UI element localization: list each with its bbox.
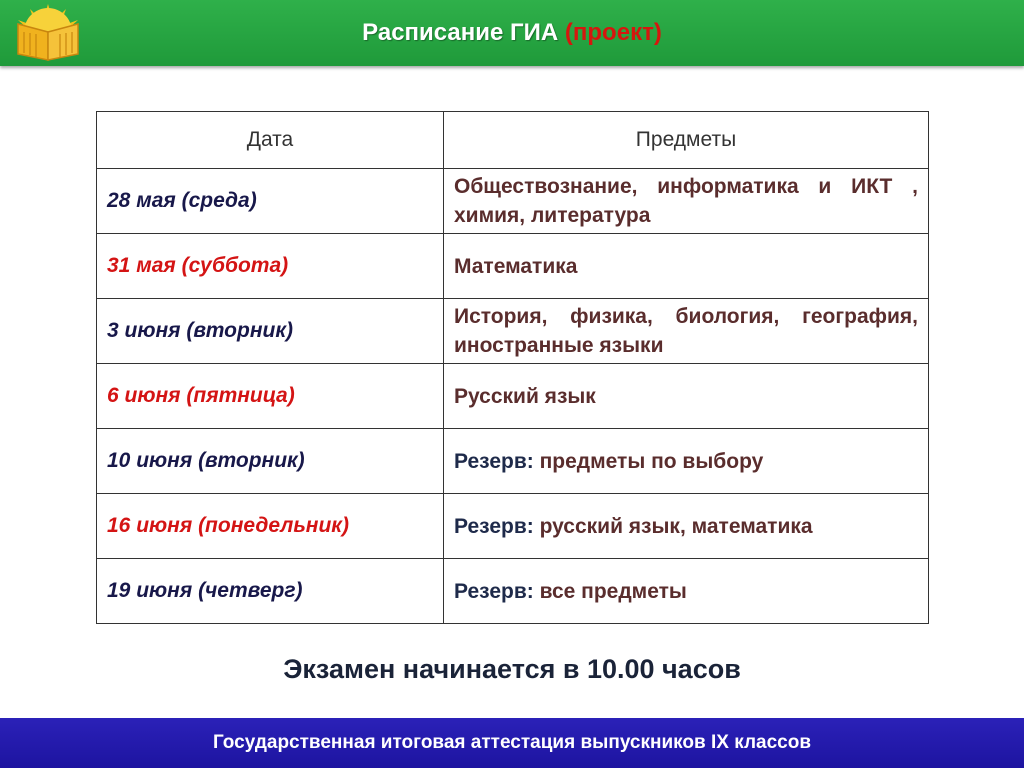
- column-header-subjects: Предметы: [444, 112, 929, 169]
- exam-schedule-table: [96, 111, 929, 624]
- exam-date: 10 июня (вторник): [97, 429, 444, 494]
- title-main: Расписание ГИА: [362, 19, 559, 46]
- table-row: [97, 299, 929, 364]
- exam-subjects: [444, 234, 929, 299]
- column-header-date: Дата: [97, 112, 444, 169]
- slide-title: [0, 0, 1024, 66]
- exam-subjects: [444, 364, 929, 429]
- exam-date: 16 июня (понедельник): [97, 494, 444, 559]
- exam-subjects: [444, 494, 929, 559]
- title-note: (проект): [564, 19, 662, 46]
- table-row: [97, 429, 929, 494]
- table-row: [97, 364, 929, 429]
- subjects-text: предметы по выбору: [539, 449, 764, 473]
- exam-subjects: [444, 429, 929, 494]
- exam-date: 6 июня (пятница): [97, 364, 444, 429]
- header-bar: [0, 0, 1024, 66]
- exam-subjects: [444, 299, 929, 364]
- exam-date: 19 июня (четверг): [97, 559, 444, 624]
- subjects-text: История, физика, биология, география, иностранные языки: [454, 305, 918, 357]
- table-row: [97, 559, 929, 624]
- reserve-label: Резерв:: [454, 514, 534, 538]
- exam-subjects: [444, 169, 929, 234]
- subjects-text: русский язык, математика: [539, 514, 813, 538]
- table-row: [97, 494, 929, 559]
- exam-subjects: [444, 559, 929, 624]
- footer-bar: Государственная итоговая аттестация выпускников IX классов: [0, 718, 1024, 768]
- exam-start-note: Экзамен начинается в 10.00 часов: [283, 654, 741, 684]
- subjects-text: все предметы: [539, 579, 687, 603]
- reserve-label: Резерв:: [454, 579, 534, 603]
- exam-date: 28 мая (среда): [97, 169, 444, 234]
- subjects-text: Математика: [454, 254, 578, 278]
- table-row: [97, 234, 929, 299]
- exam-date: 31 мая (суббота): [97, 234, 444, 299]
- table-header-row: [97, 112, 929, 169]
- reserve-label: Резерв:: [454, 449, 534, 473]
- subjects-text: Обществознание, информатика и ИКТ , химия, литература: [454, 175, 918, 227]
- subjects-text: Русский язык: [454, 384, 596, 408]
- exam-date: 3 июня (вторник): [97, 299, 444, 364]
- table-row: [97, 169, 929, 234]
